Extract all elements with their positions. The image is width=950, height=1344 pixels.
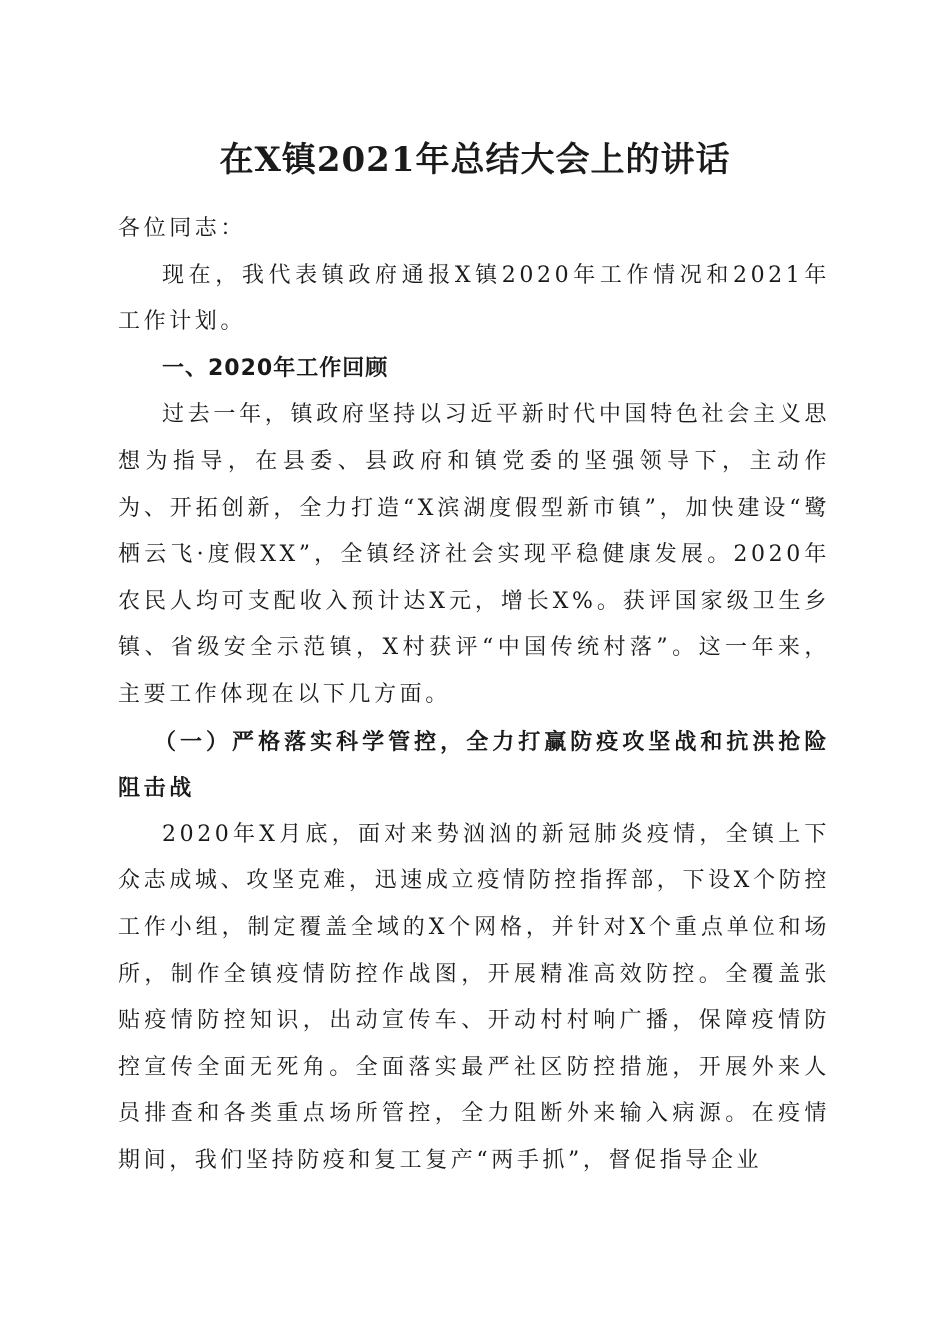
section-heading-review: 一、2020年工作回顾 xyxy=(162,355,389,381)
document-body xyxy=(118,206,830,1184)
subsection-heading-epidemic: （一）严格落实科学管控，全力打赢防疫攻坚战和抗洪抢险阻击战 xyxy=(118,728,830,802)
document-title: 在X镇2021年总结大会上的讲话 xyxy=(219,140,731,180)
epidemic-paragraph: 2020年X月底，面对来势汹汹的新冠肺炎疫情，全镇上下众志成城、攻坚克难，迅速成立疫情防控指挥部，下设X个防控工作小组，制定覆盖全域的X个网格，并针对X个重点单位和场所，制作全镇疫情防控作战图，开展精准高效防控。全覆盖张贴疫情防控知识，出动宣传车、开动村村响广播，保障疫情防控宣传全面无死角。全面落实最严社区防控措施，开展外来人员排查和各类重点场所管控，全力阻断外来输入病源。在疫情期间，我们坚持防疫和复工复产“两手抓”，督促指导企业 xyxy=(118,821,830,1173)
review-paragraph: 过去一年，镇政府坚持以习近平新时代中国特色社会主义思想为指导，在县委、县政府和镇党委的坚强领导下，主动作为、开拓创新，全力打造“X滨湖度假型新市镇”，加快建设“鹭栖云飞·度假XX”，全镇经济社会实现平稳健康发展。2020年农民人均可支配收入预计达X元，增长X%。获评国家级卫生乡镇、省级安全示范镇，X村获评“中国传统村落”。这一年来，主要工作体现在以下几方面。 xyxy=(118,402,830,707)
salutation: 各位同志： xyxy=(118,216,247,241)
intro-paragraph: 现在，我代表镇政府通报X镇2020年工作情况和2021年工作计划。 xyxy=(118,262,830,335)
